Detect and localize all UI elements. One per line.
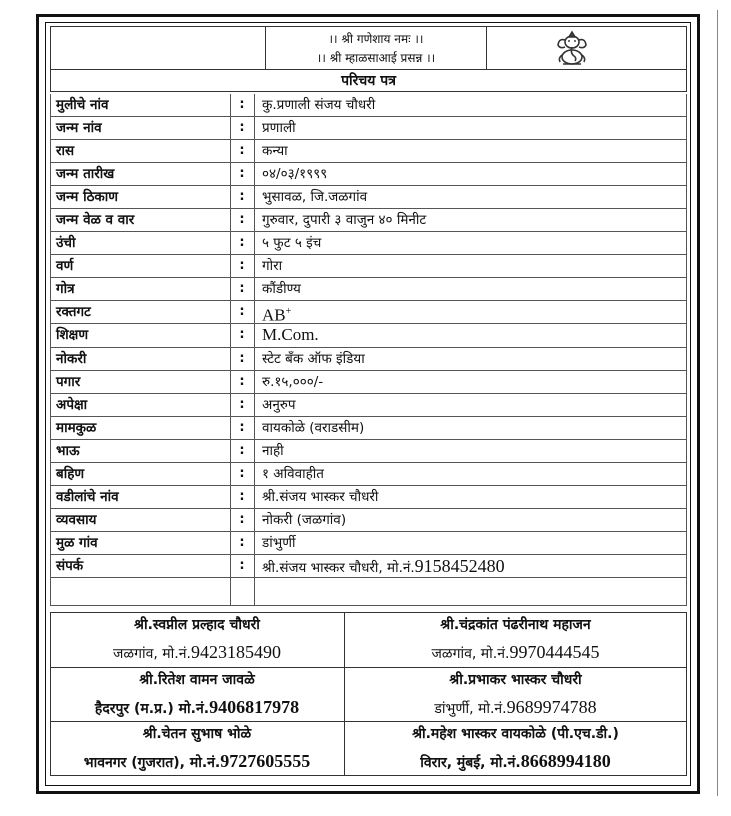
detail-label: वडीलांचे नांव — [56, 488, 119, 505]
detail-value-text: नाही — [262, 442, 284, 459]
detail-separator: : — [239, 373, 245, 389]
detail-label: शिक्षण — [56, 327, 89, 344]
detail-value — [262, 509, 346, 531]
contact-name: श्री.चंद्रकांत पंढरीनाथ महाजन — [440, 617, 591, 633]
detail-value — [262, 532, 295, 554]
detail-row — [50, 463, 687, 486]
detail-value — [262, 255, 282, 277]
detail-separator: : — [239, 350, 245, 366]
detail-row — [50, 117, 687, 140]
detail-value — [262, 463, 324, 485]
detail-separator: : — [239, 189, 245, 205]
detail-row — [50, 186, 687, 209]
detail-row — [50, 394, 687, 417]
contact-name: श्री.स्वप्नील प्रल्हाद चौधरी — [134, 617, 260, 633]
detail-label: संपर्क — [56, 557, 84, 574]
detail-value — [262, 348, 365, 370]
detail-label: भाऊ — [56, 442, 80, 459]
page-edge-line — [717, 10, 718, 796]
detail-row — [50, 301, 687, 324]
detail-row — [50, 371, 687, 394]
contact-name: श्री.रितेश वामन जावळे — [139, 672, 255, 688]
detail-value-text: गुरुवार, दुपारी ३ वाजुन ४० मिनीट — [262, 212, 427, 229]
detail-label: व्यवसाय — [56, 511, 97, 528]
detail-row — [50, 555, 687, 578]
detail-separator: : — [239, 258, 245, 274]
detail-separator: : — [239, 419, 245, 435]
detail-value-text: १ अविवाहीत — [262, 465, 324, 482]
detail-separator: : — [239, 97, 245, 112]
detail-separator: : — [239, 143, 245, 159]
detail-value — [262, 232, 321, 254]
contact-place: डांभुर्णी, मो.नं. — [434, 701, 507, 717]
detail-label: बहिण — [56, 465, 85, 482]
detail-row — [50, 532, 687, 555]
detail-separator: : — [239, 396, 245, 412]
detail-label: मुलीचे नांव — [56, 97, 109, 113]
detail-row — [50, 278, 687, 301]
detail-separator: : — [239, 212, 245, 228]
contact-name: श्री.चेतन सुभाष भोळे — [142, 726, 252, 742]
details-table — [50, 94, 687, 578]
detail-phone: 9158452480 — [414, 555, 505, 576]
detail-label: उंची — [56, 235, 76, 252]
detail-row — [50, 140, 687, 163]
detail-label: नोकरी — [56, 350, 87, 367]
detail-value — [262, 394, 296, 416]
detail-row — [50, 348, 687, 371]
detail-row — [50, 94, 687, 117]
detail-value — [262, 163, 327, 185]
invocation-line-2: ।। श्री म्हाळसाआई प्रसन्न ।। — [316, 51, 436, 65]
detail-value-text: गोरा — [262, 258, 283, 275]
header-left-cell — [50, 26, 265, 70]
contact-info — [344, 639, 687, 666]
contact-phone: 9727605555 — [220, 751, 311, 771]
detail-label: वर्ण — [56, 258, 74, 275]
contact-info — [50, 639, 344, 666]
contact-place: भावनगर (गुजरात), मो.नं. — [83, 755, 221, 771]
detail-value — [262, 555, 505, 579]
detail-label: जन्म नांव — [56, 120, 102, 137]
detail-separator: : — [239, 465, 245, 481]
detail-value-text: भुसावळ, जि.जळगांव — [262, 189, 368, 206]
detail-row — [50, 209, 687, 232]
detail-separator: : — [239, 327, 245, 343]
ganesh-icon — [552, 28, 592, 68]
detail-value-text: श्री.संजय भास्कर चौधरी — [262, 488, 379, 505]
contact-place: जळगांव, मो.नं. — [431, 646, 510, 662]
detail-label: जन्म तारीख — [56, 166, 115, 183]
detail-label: रास — [56, 143, 75, 160]
contact-phone: 9970444545 — [509, 642, 600, 662]
detail-value-text: ५ फुट ५ इंच — [262, 235, 322, 252]
detail-value-text: प्रणाली — [262, 120, 296, 137]
detail-value-text: कन्या — [262, 143, 288, 160]
detail-row — [50, 255, 687, 278]
detail-separator: : — [239, 488, 245, 504]
detail-label: जन्म ठिकाण — [56, 189, 119, 206]
detail-value-text: स्टेट बँक ऑफ इंडिया — [262, 350, 365, 367]
detail-value — [262, 324, 319, 346]
detail-row — [50, 440, 687, 463]
detail-value — [262, 371, 323, 393]
contact-place: जळगांव, मो.नं. — [113, 646, 191, 662]
detail-value-text: श्री.संजय भास्कर चौधरी, मो.नं. — [262, 559, 415, 576]
detail-label: मामकुळ — [56, 419, 97, 436]
detail-label: गोत्र — [56, 281, 75, 298]
contact-info — [344, 694, 687, 721]
detail-row — [50, 324, 687, 347]
detail-row — [50, 163, 687, 186]
detail-value-text: कौंडीण्य — [262, 281, 301, 298]
detail-value — [262, 186, 367, 208]
detail-separator: : — [239, 442, 245, 458]
detail-value — [262, 278, 301, 300]
contact-name: श्री.महेश भास्कर वायकोळे (पी.एच.डी.) — [412, 726, 619, 742]
contact-place: हैदरपुर (म.प्र.) मो.नं. — [94, 701, 210, 717]
detail-value — [262, 440, 284, 462]
detail-label: अपेक्षा — [56, 396, 88, 413]
detail-value — [262, 209, 426, 231]
detail-label: मुळ गांव — [56, 534, 98, 551]
detail-value-text: रु.१५,०००/- — [262, 373, 324, 390]
contact-phone: 9406817978 — [209, 697, 300, 717]
detail-separator: : — [239, 120, 245, 136]
detail-value — [262, 140, 288, 162]
detail-separator: : — [239, 166, 245, 182]
contact-place: विरार, मुंबई, मो.नं. — [420, 755, 521, 771]
document-title: परिचय पत्र — [50, 70, 687, 92]
detail-value — [262, 417, 364, 439]
contact-info — [344, 748, 687, 775]
contact-info — [50, 694, 344, 721]
detail-value — [262, 94, 375, 116]
detail-row — [50, 417, 687, 440]
detail-row — [50, 486, 687, 509]
detail-value-text: कु.प्रणाली संजय चौधरी — [262, 97, 376, 113]
header-invocation — [265, 26, 487, 70]
detail-separator: : — [239, 511, 245, 527]
detail-value-text: अनुरुप — [262, 396, 296, 413]
detail-separator: : — [239, 534, 245, 550]
detail-value-text: AB — [262, 306, 286, 326]
detail-separator: : — [239, 304, 245, 320]
invocation-line-1: ।। श्री गणेशाय नमः ।। — [328, 32, 424, 46]
detail-separator: : — [239, 557, 245, 573]
detail-value-text: डांभुर्णी — [262, 534, 296, 551]
detail-separator: : — [239, 235, 245, 251]
contact-phone: 8668994180 — [520, 751, 611, 771]
detail-label: जन्म वेळ व वार — [56, 212, 135, 229]
detail-value-text: ०४/०३/१९९९ — [262, 166, 328, 183]
detail-value — [262, 117, 296, 139]
detail-value-text: M.Com. — [262, 325, 319, 345]
detail-value — [262, 486, 378, 508]
contact-phone: 9423185490 — [190, 642, 281, 662]
detail-row — [50, 509, 687, 532]
detail-label: पगार — [56, 373, 81, 390]
detail-value-superscript: + — [285, 306, 292, 318]
detail-value — [262, 301, 291, 327]
detail-row — [50, 232, 687, 255]
detail-value-text: वायकोळे (वराडसीम) — [262, 419, 365, 436]
detail-value-text: नोकरी (जळगांव) — [262, 511, 347, 528]
detail-separator: : — [239, 281, 245, 297]
contact-phone: 9689974788 — [506, 697, 597, 717]
contact-name: श्री.प्रभाकर भास्कर चौधरी — [449, 672, 582, 688]
detail-label: रक्तगट — [56, 304, 91, 321]
contact-info — [50, 748, 344, 775]
